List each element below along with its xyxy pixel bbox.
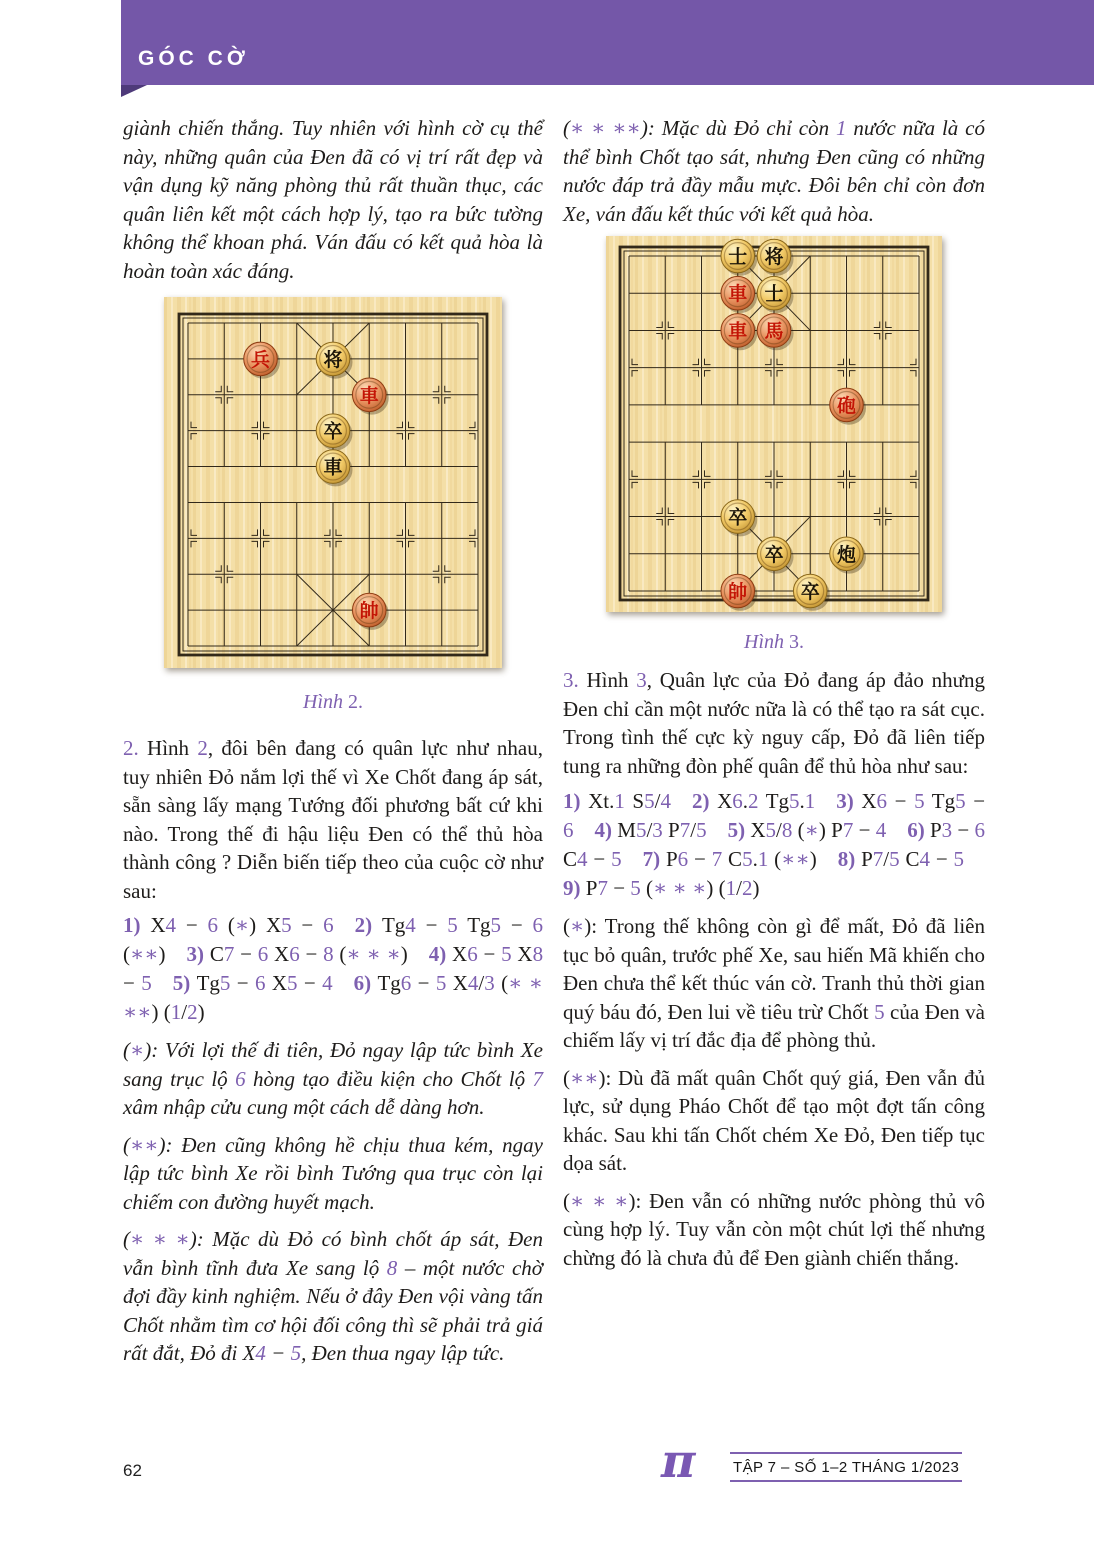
figure-3 bbox=[563, 236, 985, 654]
figure-3-caption: Hình 3. bbox=[744, 631, 804, 653]
footnote-4-continued: (∗ ∗ ∗∗): Mặc dù Đỏ chỉ còn 1 nước nữa là có thể bình Chốt tạo sát, nhưng Đen cũng có những nước đáp trả đầy mẫu mực. Đôi bên chỉ còn đơn Xe, ván đấu kết thúc với kết quả hòa. bbox=[563, 116, 985, 226]
section-3-paragraph: 3. Hình 3, Quân lực của Đỏ đang áp đảo nhưng Đen chỉ cần một nước nữa là có thể tạo ra sát cục. Trong tình thế cực kỳ nguy cấp, Đỏ đã liên tiếp tung ra những đòn phế quân để thủ hòa như sau: bbox=[563, 668, 985, 778]
move-list-figure-3: 1) Xt.1 S5/4 2) X6.2 Tg5.1 3) X6 − 5 Tg5 − 6 4) M5/3 P7/5 5) X5/8 (∗) P7 − 4 6) P3 − 6 C4 − 5 7) P6 − 7 C5.1 (∗∗) 8) P7/5 C4 − 5 9) P7 − 5 (∗ ∗ ∗) (1/2) bbox=[563, 789, 986, 900]
svg-text:馬: 馬 bbox=[764, 320, 784, 343]
footnote-1: (∗): Với lợi thế đi tiên, Đỏ ngay lập tức bình Xe sang trục lộ 6 hòng tạo điều kiện cho Chốt lộ 7 xâm nhập cửu cung một cách dễ dàng hơn. bbox=[123, 1038, 543, 1119]
section-banner bbox=[121, 0, 1094, 85]
svg-text:車: 車 bbox=[359, 384, 379, 407]
section-2-paragraph: 2. Hình 2, đôi bên đang có quân lực như nhau, tuy nhiên Đỏ nắm lợi thế vì Xe Chốt đang áp sát, sẵn sàng lấy mạng Tướng đối phương bất cứ khi nào. Trong thế đi hậu liệu Đen có thể thủ hòa thành công ? Diễn biến tiếp theo của cuộc cờ như sau: bbox=[123, 736, 543, 903]
svg-text:帥: 帥 bbox=[728, 581, 748, 603]
svg-text:卒: 卒 bbox=[800, 581, 820, 603]
figure-3-board bbox=[563, 236, 985, 612]
svg-text:将: 将 bbox=[764, 246, 784, 268]
section-title: GÓC CỜ bbox=[138, 47, 249, 70]
issue-info: TẬP 7 – SỐ 1–2 THÁNG 1/2023 bbox=[730, 1452, 962, 1482]
figure-2-caption: Hình 2. bbox=[303, 691, 363, 713]
figure-2 bbox=[123, 297, 543, 714]
banner-fold bbox=[121, 85, 147, 97]
svg-text:帥: 帥 bbox=[359, 600, 379, 623]
footnote-3: (∗ ∗ ∗): Mặc dù Đỏ có bình chốt áp sát, Đen vẫn bình tĩnh đưa Xe sang lộ 8 – một nước chờ đợi đầy kinh nghiệm. Nếu ở đây Đen vội vàng tấn Chốt nhằm tìm cơ hội đối công thì sẽ phải trả giá rất đắt, Đỏ đi X4 − 5, Đen thua ngay lập tức. bbox=[123, 1227, 543, 1365]
svg-text:将: 将 bbox=[323, 348, 343, 371]
svg-text:卒: 卒 bbox=[323, 420, 343, 443]
footnote-2: (∗∗): Đen cũng không hề chịu thua kém, ngay lập tức bình Xe rồi bình Tướng qua trục còn lại chiếm con đường huyết mạch. bbox=[123, 1132, 543, 1214]
svg-text:士: 士 bbox=[764, 283, 784, 306]
footnote-1: (∗): Trong thế không còn gì để mất, Đỏ đã liên tục bỏ quân, trước phế Xe, sau hiến Mã khiến cho Đen chưa thể kết thúc ván cờ. Tranh thủ thời gian quý báu đó, Đen lui về tiêu trừ Chốt 5 của Đen và chiếm lấy vị trí đắc địa để phòng thủ. bbox=[563, 914, 985, 1052]
svg-text:炮: 炮 bbox=[836, 543, 857, 566]
svg-text:卒: 卒 bbox=[728, 506, 748, 529]
page-number: 62 bbox=[123, 1461, 142, 1480]
svg-text:車: 車 bbox=[728, 320, 748, 343]
svg-text:士: 士 bbox=[728, 246, 748, 268]
intro-paragraph: giành chiến thắng. Tuy nhiên với hình cờ cụ thể này, những quân của Đen đã có vị trí rất đẹp và vận dụng kỹ năng phòng thủ rất thuần thục, các quân liên kết một cách hợp lý, tạo ra bức tường không thể khoan phá. Ván đấu có kết quả hòa là hoàn toàn xác đáng. bbox=[123, 116, 543, 283]
left-column bbox=[123, 114, 543, 1377]
right-column bbox=[563, 114, 985, 1281]
xiangqi-board bbox=[606, 236, 942, 612]
pi-logo: π bbox=[661, 1434, 696, 1489]
svg-text:卒: 卒 bbox=[764, 543, 784, 566]
figure-2-board bbox=[123, 297, 543, 668]
svg-text:砲: 砲 bbox=[836, 394, 857, 417]
footnote-3: (∗ ∗ ∗): Đen vẫn có những nước phòng thủ vô cùng hợp lý. Tuy vẫn còn một chút lợi thế nhưng chừng đó là chưa đủ để Đen giành chiến thắng. bbox=[563, 1188, 986, 1270]
move-list-figure-2: 1) X4 − 6 (∗) X5 − 6 2) Tg4 − 5 Tg5 − 6 (∗∗) 3) C7 − 6 X6 − 8 (∗ ∗ ∗) 4) X6 − 5 X8 − 5 5) Tg5 − 6 X5 − 4 6) Tg6 − 5 X4/3 (∗ ∗ ∗∗) (1/2) bbox=[123, 913, 544, 1024]
svg-text:兵: 兵 bbox=[250, 348, 271, 371]
svg-text:車: 車 bbox=[728, 283, 748, 306]
xiangqi-board bbox=[164, 297, 502, 668]
svg-text:車: 車 bbox=[323, 456, 343, 479]
footnote-2: (∗∗): Dù đã mất quân Chốt quý giá, Đen vẫn đủ lực, sử dụng Pháo Chốt để tạo một đợt tấn công khác. Sau khi tấn Chốt chém Xe Đỏ, Đen tiếp tục dọa sát. bbox=[563, 1065, 986, 1175]
